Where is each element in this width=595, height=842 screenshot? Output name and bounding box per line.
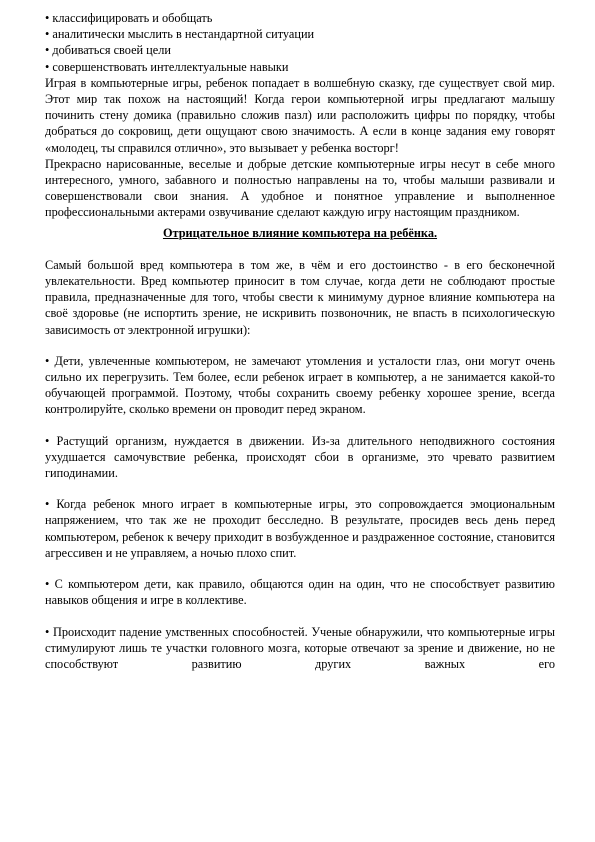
list-item: • совершенствовать интеллектуальные навыки: [45, 59, 555, 75]
bullet-marker: •: [45, 624, 53, 639]
harm-point-text: Происходит падение умственных способностей. Ученые обнаружили, что компьютерные игры стимулируют лишь те участки головного мозга, которые отвечают за зрение и движение, но не способствуют развитию других важных его: [45, 624, 555, 671]
harm-point-paragraph: [45, 624, 555, 673]
intro-paragraph: Прекрасно нарисованные, веселые и добрые детские компьютерные игры несут в себе много интересного, умного, забавного и полностью направлены на то, чтобы малыши развивали и совершенствовали свои знания. А удобное и понятное управление и выполненное профессиональными актерами озвучивание сделают каждую игру настоящим праздником.: [45, 156, 555, 220]
bullet-marker: •: [45, 433, 57, 448]
list-item: • классифицировать и обобщать: [45, 10, 555, 26]
section-intro-paragraph: Самый большой вред компьютера в том же, в чём и его достоинство - в его бесконечной увлекательности. Вред компьютер приносит в том случае, когда дети не соблюдают простые правила, предназначенные для того, чтобы свести к минимуму дурное влияние компьютера на своё здоровье (не испортить зрение, не искривить позвоночник, не впасть в психологическую зависимость от электронной игрушки):: [45, 257, 555, 337]
skills-list: [45, 10, 555, 75]
bullet-marker: •: [45, 353, 55, 368]
bullet-marker: •: [45, 577, 55, 592]
document-page: [45, 10, 555, 672]
harm-point-paragraph: [45, 576, 555, 608]
harm-point-text: Когда ребенок много играет в компьютерные игры, это сопровождается эмоциональным напряжением, что так же не проходит бесследно. В результате, просидев весь день перед компьютером, ребенок к вечеру приходит в возбужденное и раздраженное состояние, становится агрессивен и не управляем, а ночью плохо спит.: [45, 497, 555, 560]
section-heading: Отрицательное влияние компьютера на ребёнка.: [162, 225, 438, 240]
harm-point-text: Растущий организм, нуждается в движении. Из-за длительного неподвижного состояния ухудшается самочувствие ребенка, происходят сбои в организме, это чревато развитием гиподинамии.: [45, 433, 555, 481]
harm-point-paragraph: [45, 353, 555, 418]
list-item: • добиваться своей цели: [45, 42, 555, 58]
harm-point-text: С компьютером дети, как правило, общаются один на один, что не способствует развитию навыков общения и игре в коллективе.: [45, 577, 555, 608]
list-item: • аналитически мыслить в нестандартной ситуации: [45, 26, 555, 42]
intro-paragraph: Играя в компьютерные игры, ребенок попадает в волшебную сказку, где существует свой мир. Этот мир так похож на настоящий! Когда герои компьютерной игры предлагают малышу починить стену домика (правильно сложив пазл) или расположить цифры по порядку, чтобы добраться до сокровищ, дети ощущают свою значимость. А если в конце задания ему говорят «молодец, ты справился отлично», это вызывает у ребенка восторг!: [45, 75, 555, 155]
harm-point-text: Дети, увлеченные компьютером, не замечают утомления и усталости глаз, они могут очень сильно их перегрузить. Тем более, если ребенок играет в компьютер, а не занимается какой-то обучающей программой. Поэтому, чтобы сохранить своему ребенку хорошее зрение, всегда контролируйте, сколько времени он проводит перед экраном.: [45, 353, 555, 417]
harm-point-paragraph: [45, 496, 555, 561]
bullet-marker: •: [45, 497, 57, 512]
harm-point-paragraph: [45, 433, 555, 482]
